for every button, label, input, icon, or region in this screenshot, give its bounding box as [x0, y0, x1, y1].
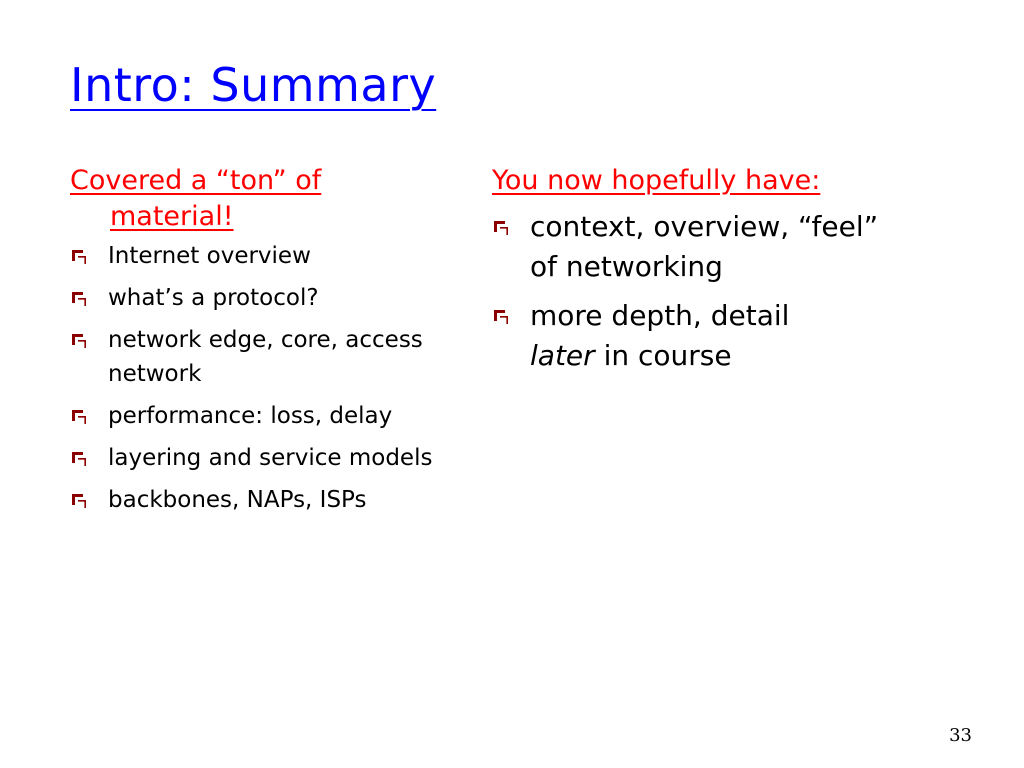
square-bracket-bullet-icon — [494, 221, 505, 232]
square-bracket-bullet-icon — [72, 334, 83, 345]
left-column-heading: Covered a “ton” of material! — [70, 165, 322, 232]
square-bracket-bullet-icon — [72, 410, 83, 421]
slide-title: Intro: Summary — [70, 58, 437, 112]
square-bracket-bullet-icon — [72, 292, 83, 303]
emphasis-text: later — [530, 339, 595, 372]
list-item: layering and service models — [70, 441, 450, 475]
list-item: performance: loss, delay — [70, 399, 450, 433]
left-column — [70, 163, 450, 525]
list-item: backbones, NAPs, ISPs — [70, 483, 450, 517]
list-item: more depth, detail later in course — [492, 296, 912, 376]
right-column — [492, 163, 912, 385]
right-column-heading: You now hopefully have: — [492, 165, 821, 196]
list-item: network edge, core, access network — [70, 323, 450, 391]
right-bullet-list — [492, 207, 912, 376]
square-bracket-bullet-icon — [494, 310, 505, 321]
square-bracket-bullet-icon — [72, 452, 83, 463]
page-number: 33 — [949, 725, 972, 746]
square-bracket-bullet-icon — [72, 494, 83, 505]
list-item: Internet overview — [70, 239, 450, 273]
list-item: what’s a protocol? — [70, 281, 450, 315]
left-bullet-list — [70, 239, 450, 517]
list-item: context, overview, “feel” of networking — [492, 207, 912, 287]
square-bracket-bullet-icon — [72, 250, 83, 261]
